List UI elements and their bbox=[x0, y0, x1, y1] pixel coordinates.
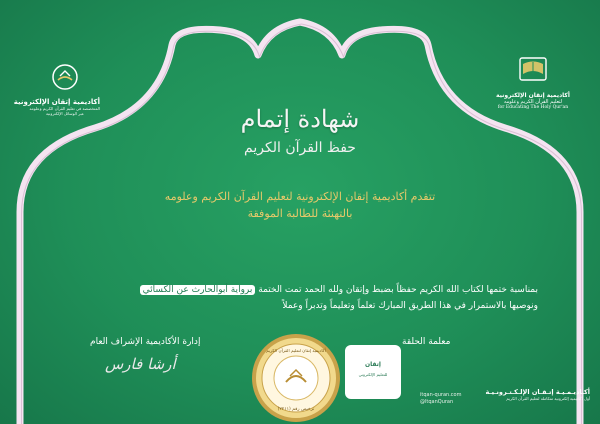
admin-signature: أرشا فارس bbox=[105, 355, 176, 373]
right-academy-name2: لتعليم القرآن الكريم وعلومه bbox=[503, 99, 563, 105]
quran-book-icon bbox=[50, 62, 80, 92]
footer-sub: أول أكاديمية إلكترونية متكاملة لتعليم القرآن الكريم bbox=[506, 396, 590, 401]
body-line2: ونوصيها بالاستمرار في هذا الطريق المبارك تعلماً وتعليماً وتدبراً وعملاً bbox=[282, 301, 538, 311]
presents-text bbox=[150, 188, 450, 222]
presents-line2: بالتهنئة للطالبة الموفقة bbox=[247, 207, 353, 220]
open-quran-icon bbox=[516, 52, 550, 86]
contact-info bbox=[420, 392, 461, 406]
academy-logo-right bbox=[488, 52, 578, 110]
body-line1 bbox=[68, 285, 538, 295]
stamp-sub: للتعليم الإلكتروني bbox=[358, 372, 388, 377]
body-line1-text: بمناسبة ختمها لكتاب الله الكريم حفظاً بضبط وإتقان ولله الحمد تمت الختمة bbox=[258, 285, 538, 295]
admin-title: إدارة الأكاديمية الإشراف العام bbox=[90, 337, 201, 347]
presents-line1: تتقدم أكاديمية إتقان الإلكترونية لتعليم القرآن الكريم وعلومه bbox=[164, 190, 436, 203]
teacher-title: معلمة الحلقة bbox=[402, 337, 451, 347]
academy-logo-left bbox=[13, 62, 100, 116]
social-handle[interactable]: @ltqanQuran bbox=[420, 399, 454, 405]
left-academy-line2: عبر الوسائل الإلكترونية bbox=[45, 111, 85, 116]
academy-stamp bbox=[345, 345, 401, 399]
seal-ring-text: أكاديمية إتقان لتعليم القرآن الكريم bbox=[266, 348, 326, 353]
footer-name: أكـاديـمـيـة إتـقـان الإلـكـتـرونـيـة bbox=[485, 388, 590, 396]
website-text[interactable]: itqan-quran.com bbox=[420, 392, 462, 398]
gold-seal bbox=[248, 330, 344, 424]
riwaya-highlight: برواية أبوالحارث عن الكسائي bbox=[140, 285, 256, 295]
seal-permit: ترخيص رقم (٢٢١١) bbox=[277, 407, 315, 412]
certificate-title: شهادة إتمام bbox=[240, 105, 360, 133]
left-academy-line1: المتخصصة في تعليم القرآن الكريم وعلومه bbox=[29, 106, 100, 111]
footer-brand bbox=[470, 388, 590, 401]
certificate-subtitle: حفظ القرآن الكريم bbox=[244, 140, 356, 156]
right-academy-name: أكاديمية إتقان الإلكترونية bbox=[496, 92, 570, 99]
left-academy-name: أكاديمية إتقان الإلكترونية bbox=[13, 98, 100, 106]
right-academy-english: for Educating The Holy Qur'an bbox=[497, 105, 569, 110]
stamp-name: إتقان bbox=[364, 361, 381, 368]
